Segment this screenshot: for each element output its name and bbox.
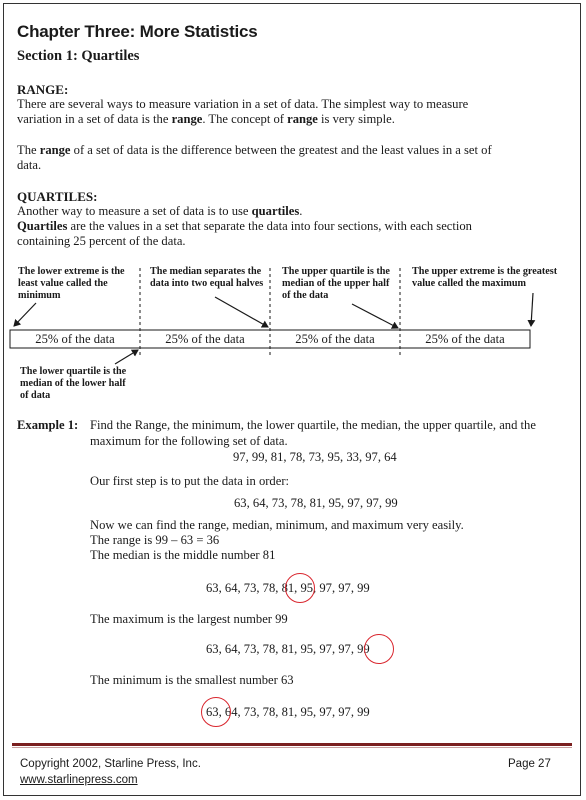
- range-term: range: [287, 112, 318, 126]
- minimum-circle: [201, 697, 231, 727]
- range-p2-line2: data.: [17, 158, 42, 172]
- step-find-text: Now we can find the range, median, minimum, and maximum very easily.: [90, 518, 464, 532]
- page-number: Page 27: [508, 758, 551, 770]
- section-title: Section 1: Quartiles: [17, 48, 140, 64]
- quartiles-line1-pre: Another way to measure a set of data is to use: [17, 204, 252, 218]
- quartiles-line1-post: .: [299, 204, 303, 218]
- range-p1-line2-pre: variation in a set of data is the: [17, 112, 172, 126]
- quartiles-line3: containing 25 percent of the data.: [17, 234, 186, 248]
- quartiles-line2: are the values in a set that separate the data into four sections, with each section: [67, 219, 472, 233]
- chapter-title: Chapter Three: More Statistics: [17, 22, 258, 41]
- segment-3: 25% of the data: [295, 332, 375, 346]
- minimum-sequence: 63, 64, 73, 78, 81, 95, 97, 97, 99: [206, 705, 370, 719]
- quartiles-heading: QUARTILES:: [17, 189, 98, 204]
- arrow-upper-quartile: [352, 304, 398, 328]
- note-lower-quartile: The lower quartile is the median of the lower half of data: [20, 366, 127, 401]
- arrow-lower-quartile: [115, 350, 138, 364]
- range-heading: RANGE:: [17, 82, 69, 97]
- range-p2-pre: The: [17, 143, 40, 157]
- arrow-maximum: [531, 293, 533, 326]
- segment-1: 25% of the data: [35, 332, 115, 346]
- note-median: The median separates the data into two equal halves: [150, 266, 264, 289]
- step-order-text: Our first step is to put the data in order:: [90, 474, 290, 488]
- maximum-circle: [364, 634, 394, 664]
- segment-2: 25% of the data: [165, 332, 245, 346]
- range-p1-line2-post: is very simple.: [317, 112, 395, 126]
- maximum-text: The maximum is the largest number 99: [90, 612, 288, 626]
- minimum-text: The minimum is the smallest number 63: [90, 673, 294, 687]
- median-circle: [285, 573, 315, 603]
- median-sequence: 63, 64, 73, 78, 81, 95, 97, 97, 99: [206, 581, 370, 595]
- arrow-median: [215, 297, 268, 327]
- note-upper-quartile: The upper quartile is the median of the upper half of the data: [282, 266, 390, 301]
- arrow-minimum: [14, 303, 36, 326]
- footer-rule-secondary: [12, 747, 572, 748]
- example-intro-line1: Find the Range, the minimum, the lower quartile, the median, the upper quartile, and the: [90, 418, 536, 432]
- range-term: range: [171, 112, 203, 126]
- segment-4: 25% of the data: [425, 332, 505, 346]
- ordered-data-set: 63, 64, 73, 78, 81, 95, 97, 97, 99: [234, 496, 398, 510]
- range-p1-line2-mid: . The concept of: [202, 112, 288, 126]
- copyright-text: Copyright 2002, Starline Press, Inc.: [20, 758, 201, 770]
- footer-rule: [12, 743, 572, 746]
- median-text: The median is the middle number 81: [90, 548, 276, 562]
- range-p1-line1: There are several ways to measure variation in a set of data. The simplest way to measure: [17, 97, 469, 111]
- quartiles-term: Quartiles: [17, 219, 68, 233]
- example-intro-line2: maximum for the following set of data.: [90, 434, 288, 448]
- example-label: Example 1:: [17, 418, 79, 432]
- raw-data-set: 97, 99, 81, 78, 73, 95, 33, 97, 64: [233, 450, 397, 464]
- website-link[interactable]: www.starlinepress.com: [20, 774, 138, 786]
- quartiles-term: quartiles: [251, 204, 300, 218]
- range-p2-post: of a set of data is the difference between the greatest and the least values in a set of: [70, 143, 492, 157]
- note-upper-extreme: The upper extreme is the greatest value called the maximum: [412, 266, 558, 289]
- range-calculation: The range is 99 – 63 = 36: [90, 533, 220, 547]
- range-term: range: [39, 143, 71, 157]
- maximum-sequence: 63, 64, 73, 78, 81, 95, 97, 97, 99: [206, 642, 370, 656]
- note-lower-extreme: The lower extreme is the least value called the minimum: [18, 266, 125, 301]
